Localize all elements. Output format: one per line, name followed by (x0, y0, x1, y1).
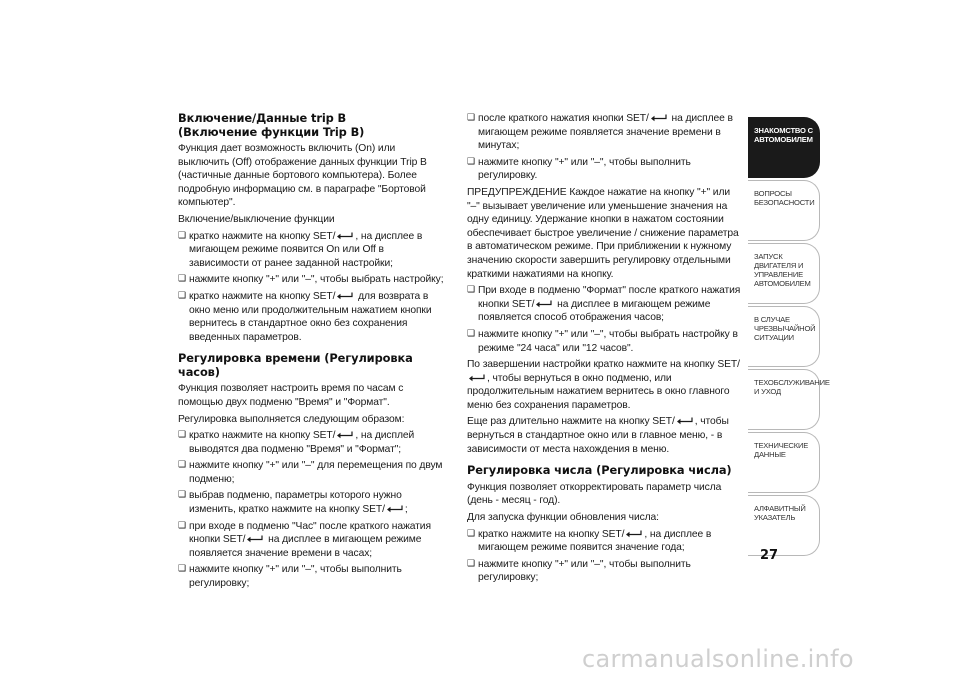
list-item (178, 520, 446, 561)
list-item-text-continued: , на дисплее в мигающем режиме появится значение года; (478, 528, 712, 554)
list-item-text-continued: ; (404, 504, 408, 516)
paragraph-trip-b-intro: Функция дает возможность включить (On) или выключить (Off) отображение данных функции Trip B (частичные данные бортового компьютера). Более подробную информацию см. в параграфе "Бортовой компьютер". (178, 143, 427, 209)
section-title-line1: Включение/Данные trip B (178, 111, 347, 125)
list-item-text: кратко нажмите на кнопку SET/ (189, 430, 336, 442)
list-item-text: нажмите кнопку "+" или "–", чтобы выполнить регулировку; (478, 558, 691, 584)
checkbox-bullet-icon: ❑ (467, 528, 475, 539)
checkbox-bullet-icon: ❑ (467, 285, 475, 296)
chapter-tab[interactable] (748, 495, 820, 556)
checkbox-bullet-icon: ❑ (467, 156, 475, 167)
chapter-tab[interactable] (748, 432, 820, 493)
chapter-tab-label: АЛФАВИТНЫЙ УКАЗАТЕЛЬ (754, 504, 806, 522)
list-item-text: при входе в подменю "Час" после краткого нажатия кнопки SET/ (189, 520, 431, 546)
set-return-arrow-icon (676, 416, 694, 425)
chapter-tab[interactable] (748, 306, 820, 367)
paragraph-date-start: Для запуска функции обновления числа: (467, 511, 659, 523)
text-after-icon: , чтобы вернуться в окно подменю, или продолжительным нажатием вернитесь в окно главного меню без сохранения параметров. (467, 372, 730, 411)
paragraph-time-intro: Функция позволяет настроить время по часам с помощью двух подменю "Время" и "Формат". (178, 383, 404, 408)
chapter-tab[interactable] (748, 243, 820, 304)
bullet-list-minutes (467, 112, 741, 183)
chapter-tab-label: В СЛУЧАЕ ЧРЕЗВЫЧАЙНОЙ СИТУАЦИИ (754, 315, 816, 342)
set-return-arrow-icon (246, 534, 264, 543)
chapter-tab-label: ЗАПУСК ДВИГАТЕЛЯ И УПРАВЛЕНИЕ АВТОМОБИЛЕМ (754, 252, 811, 288)
chapter-tab-label: ТЕХОБСЛУЖИВАНИЕ И УХОД (754, 378, 830, 396)
set-return-arrow-icon (535, 299, 553, 308)
checkbox-bullet-icon: ❑ (178, 274, 186, 285)
paragraph-return-main (467, 415, 741, 456)
set-return-arrow-icon (468, 373, 486, 382)
watermark: carmanualsonline.info (582, 645, 854, 673)
text-before-icon: Еще раз длительно нажмите на кнопку SET/ (467, 416, 675, 428)
list-item-text: нажмите кнопку "+" или "–", чтобы выбрать настройку; (189, 274, 444, 286)
checkbox-bullet-icon: ❑ (178, 564, 186, 575)
set-return-arrow-icon (386, 504, 404, 513)
bullet-list-format (467, 284, 741, 355)
checkbox-bullet-icon: ❑ (467, 328, 475, 339)
checkbox-bullet-icon: ❑ (467, 558, 475, 569)
list-item (178, 489, 446, 516)
list-item-text: нажмите кнопку "+" или "–", чтобы выполнить регулировку. (478, 156, 691, 182)
list-item-text: кратко нажмите на кнопку SET/ (189, 230, 336, 242)
bullet-list-time (178, 429, 446, 591)
list-item-text: кратко нажмите на кнопку SET/ (189, 290, 336, 302)
section-title-time: Регулировка времени (Регулировка часов) (178, 351, 413, 379)
text-after-icon: , чтобы вернуться в стандартное окно или в главное меню, - в зависимости от места нахождения в меню. (467, 416, 729, 455)
section-title-date: Регулировка числа (Регулировка числа) (467, 463, 732, 478)
list-item-text: выбрав подменю, параметры которого нужно изменить, кратко нажмите на кнопку SET/ (189, 490, 402, 516)
list-item (467, 328, 741, 355)
list-item-text-continued: на дисплее в мигающем режиме появляется значение времени в часах; (189, 534, 422, 559)
chapter-tab[interactable] (748, 117, 820, 178)
paragraph-date-intro: Функция позволяет откорректировать параметр числа (день - месяц - год). (467, 481, 722, 507)
list-item (467, 558, 741, 585)
list-item (467, 156, 741, 183)
list-item (178, 429, 446, 456)
list-item (467, 284, 741, 325)
list-item-text: нажмите кнопку "+" или "–", чтобы выбрать настройку в режиме "24 часа" или "12 часов". (478, 328, 738, 354)
list-item-text: нажмите кнопку "+" или "–", чтобы выполнить регулировку; (189, 564, 402, 590)
list-item-text-continued: для возврата в окно меню или продолжительным нажатием кнопки вернитесь в стандартное окно без сохранения введенных параметров. (189, 290, 432, 343)
list-item-text: кратко нажмите на кнопку SET/ (478, 528, 625, 540)
list-item-text: нажмите кнопку "+" или "–" для перемещения по двум подменю; (189, 460, 443, 485)
section-title-trip-b (178, 112, 446, 139)
page-number: 27 (760, 548, 779, 563)
list-item (178, 290, 446, 344)
set-return-arrow-icon (336, 231, 354, 240)
checkbox-bullet-icon: ❑ (178, 490, 186, 501)
list-item (467, 528, 741, 555)
list-item-text-continued: на дисплее в мигающем режиме появляется значение времени в минутах; (478, 113, 733, 152)
paragraph-trip-b-toggle: Включение/выключение функции (178, 213, 335, 225)
checkbox-bullet-icon: ❑ (178, 520, 186, 531)
set-return-arrow-icon (336, 430, 354, 439)
chapter-tab-label: ВОПРОСЫ БЕЗОПАСНОСТИ (754, 189, 815, 207)
set-return-arrow-icon (650, 113, 668, 122)
checkbox-bullet-icon: ❑ (467, 113, 475, 123)
right-column (467, 112, 741, 588)
bullet-list-date (467, 528, 741, 585)
list-item-text-continued: , на дисплей выводятся два подменю "Время" и "Формат"; (189, 430, 415, 455)
chapter-tabs (748, 117, 830, 558)
chapter-tab-label: ЗНАКОМСТВО С АВТОМОБИЛЕМ (754, 126, 813, 144)
paragraph-return-submenu (467, 358, 741, 412)
chapter-tab-label: ТЕХНИЧЕСКИЕ ДАННЫЕ (754, 441, 809, 459)
left-column (178, 112, 446, 594)
checkbox-bullet-icon: ❑ (178, 430, 186, 441)
bullet-list-trip-b (178, 230, 446, 345)
chapter-tab[interactable] (748, 180, 820, 241)
checkbox-bullet-icon: ❑ (178, 230, 186, 241)
list-item-text-continued: , на дисплее в мигающем режиме появится On или Off в зависимости от ранее заданной настройки; (189, 230, 423, 269)
list-item (178, 459, 446, 486)
checkbox-bullet-icon: ❑ (178, 460, 186, 471)
section-title-line2: (Включение функции Trip B) (178, 124, 365, 139)
set-return-arrow-icon (336, 291, 354, 300)
text-before-icon: По завершении настройки кратко нажмите на кнопку SET/ (467, 359, 740, 371)
list-item (467, 112, 741, 153)
checkbox-bullet-icon: ❑ (178, 290, 186, 301)
chapter-tab[interactable] (748, 369, 830, 430)
list-item (178, 563, 446, 590)
list-item (178, 273, 446, 287)
paragraph-warning: ПРЕДУПРЕЖДЕНИЕ Каждое нажатие на кнопку "+" или "–" вызывает увеличение или уменьшение значения на одну единицу. Удержание кнопки в нажатом состоянии обеспечивает быстрое увеличение / снижение параметра в автоматическом режиме. При приближении к нужному значению скорости завершить регулировку отдельными краткими нажатиями на кнопку. (467, 186, 739, 280)
list-item (178, 230, 446, 271)
list-item-text: после краткого нажатия кнопки SET/ (478, 113, 649, 124)
set-return-arrow-icon (625, 529, 643, 538)
list-item-text: При входе в подменю "Формат" после краткого нажатия кнопки SET/ (478, 285, 741, 310)
paragraph-time-steps: Регулировка выполняется следующим образом: (178, 413, 405, 425)
list-item-text-continued: на дисплее в мигающем режиме появляется способ отображения часов; (478, 298, 711, 324)
